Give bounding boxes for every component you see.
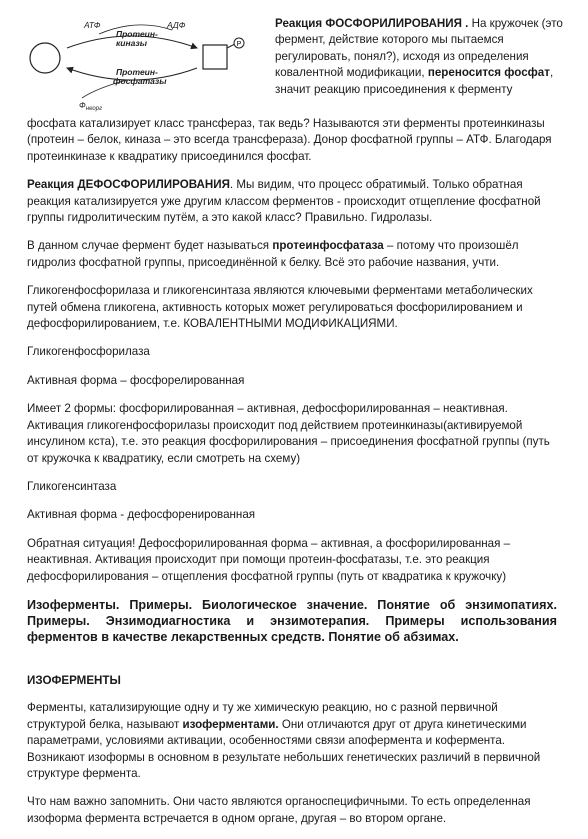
gs-text: Обратная ситуация! Дефосфорилированная форма – активная, а фосфорилированная – неактивная. Активация происходит при помощи протеин-фосфатазы, т.е. это реакция дефосфорилирования – отщепления фосфатной группы (путь от квадратика к кружочку) xyxy=(27,536,511,583)
dephos-paragraph xyxy=(27,177,557,226)
iso-paragraph-2: Что нам важно запомнить. Они часто являются органоспецифичными. То есть определенная изоформа фермента встречается в одном органе, другая – во втором органе. xyxy=(27,795,531,825)
enzyme-square xyxy=(203,45,227,69)
intro-bold-1: переносится фосфат xyxy=(427,66,550,80)
phos-title: Реакция ФОСФОРИЛИРОВАНИЯ . xyxy=(275,17,469,30)
iso-text-1: Ферменты, катализирующие одну и ту же химическую реакцию, но с разной первичной структурой белка, называют xyxy=(27,701,498,731)
enzyme-circle xyxy=(30,43,60,73)
glyco-paragraph: Гликогенфосфорилаза и гликогенсинтаза являются ключевыми ферментами метаболических путей обмена гликогена, активность которых может регулироваться фосфорилированием и дефосфорилированием, т.е. КОВАЛЕНТНЫМИ МОДИФИКАЦИЯМИ. xyxy=(27,284,533,331)
section-heading: Изоферменты. Примеры. Биологическое значение. Понятие об энзимопатиях. Примеры. Энзимодиагностика и энзимотерапия. Примеры использования ферментов в качестве лекарственных средств. Понятие об абзимах. xyxy=(27,597,557,644)
atf-label: АТФ xyxy=(84,20,101,30)
dephos-title: Реакция ДЕФОСФОРИЛИРОВАНИЯ xyxy=(27,178,230,192)
intro-text-1: На кружочек (это фермент, действие которого мы пытаемся регулировать, понял?), исходя из определения ковалентной модификации, xyxy=(275,17,563,80)
phosphatase-paragraph xyxy=(27,238,557,271)
fn-label: $Ф_{неорг}$ xyxy=(79,100,103,112)
iso-bold: изоферментами. xyxy=(182,717,279,731)
iso-text-2: Они отличаются друг от друга кинетическими параметрами, условиями активации, особенностями связи апофермента и кофермента. Возникают изоформы в основном в результате небольших генетических различий в первичной структуре фермента. xyxy=(27,717,541,780)
kinase-label-1: Протеин- xyxy=(116,29,158,39)
iso-title: ИЗОФЕРМЕНТЫ xyxy=(27,673,121,687)
phosphatase-bold: протеинфосфатаза xyxy=(272,239,384,253)
gp-active: Активная форма – фосфорелированная xyxy=(27,373,245,387)
intro-continuation: фосфата катализирует класс трансфераз, так ведь? Называются эти ферменты протеинкиназы (протеин – белок, киназа – это всегда трансфераза). Донор фосфатной группы – АТФ. Благодаря протеинкиназе к квадратику присоединился фосфат. xyxy=(27,117,552,163)
phosphatase-text-2: – потому что произошёл гидролиз фосфатной группы, присоединённой к белку. Всё это рабочие названия, учти. xyxy=(27,239,519,269)
kinase-label-2: киназы xyxy=(116,38,147,48)
gp-text: Имеет 2 формы: фосфорилированная – активная, дефосфорилированная – неактивная. Активация гликогенфосфорилазы происходит под действием протеинкиназы(активируемой инсулином кста), т.е. это реакция фосфорилирования – присоединения фосфатной группы (путь от кружочка к квадратику, если смотреть на схему) xyxy=(27,402,550,465)
intro-text xyxy=(275,16,565,98)
phosphate-label: Р xyxy=(236,41,242,48)
adf-label: АДФ xyxy=(167,20,186,30)
gs-active: Активная форма - дефосфоренированная xyxy=(27,508,256,522)
phosphatase-label-2: фосфатазы xyxy=(113,76,167,86)
gs-title: Гликогенсинтаза xyxy=(27,479,117,493)
phosphatase-text-1: В данном случае фермент будет называться xyxy=(27,239,273,253)
gp-title: Гликогенфосфорилаза xyxy=(27,345,150,359)
intro-block xyxy=(27,14,563,116)
document-body xyxy=(27,14,563,839)
dephos-text: . Мы видим, что процесс обратимый. Только обратная реакция катализируется уже другим классом ферментов - происходит отщепление фосфатной группы гидролитическим путём, а это какой класс? Правильно. Гидролазы. xyxy=(27,178,541,225)
phosphatase-label-1: Протеин- xyxy=(116,67,158,77)
intro-text-2: , значит реакцию присоединения к ферменту xyxy=(275,66,554,96)
phosphorylation-diagram xyxy=(27,14,275,112)
iso-paragraph xyxy=(27,700,557,782)
